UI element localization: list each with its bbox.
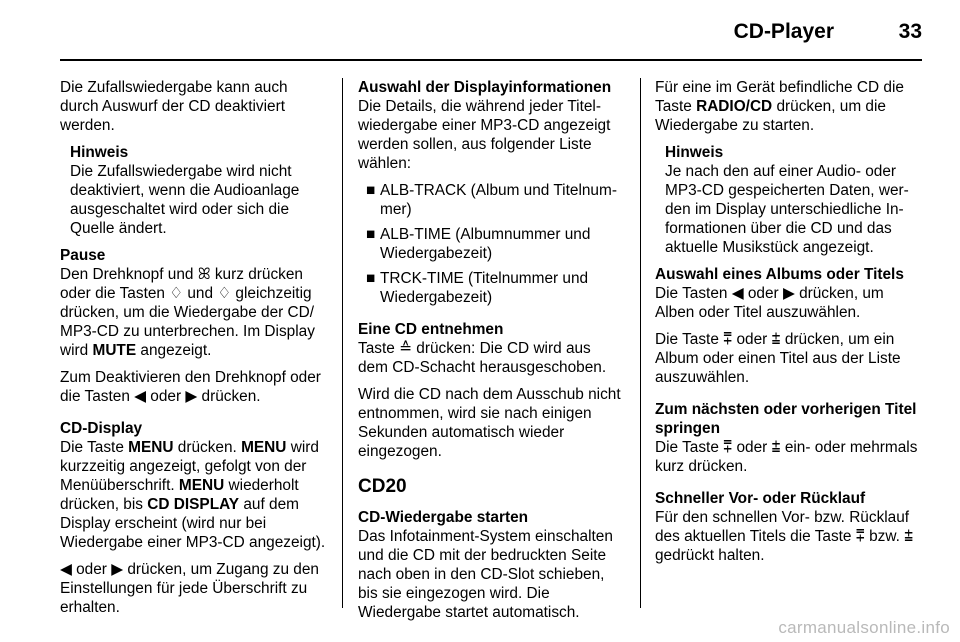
list-item: ■ ALB-TRACK (Album und Titelnummer) (366, 182, 617, 218)
heading-album: Auswahl eines Albums oder Titels (655, 266, 904, 283)
seek-icon: ♢ (169, 285, 184, 302)
column-divider (342, 78, 343, 608)
paragraph-cd-display: Die Taste MENU drücken. MENU wird kurzzeitig angezeigt, gefolgt von der Menüüberschrift. MENU wiederholt drücken, bis CD DISPLAY auf dem Display erscheint (wird nur bei Wiedergabe einer MP3-CD angezeigt). (60, 439, 326, 551)
watermark-logo: carmanualsonline.info (778, 618, 950, 637)
page-header (60, 14, 922, 58)
heading-skip: Zum nächsten oder vorherigen Titel springen (655, 401, 917, 437)
list-item: ■ ALB-TIME (Albumnummer und Wiedergabezeit) (366, 226, 591, 262)
bullet-icon: ■ (366, 182, 376, 199)
column-2 (358, 78, 624, 630)
paragraph: Das Infotainment-System einschalten und die CD mit der bedruckten Seite nach oben in den CD-Slot schieben, bis sie eingezogen wird. Die Wiedergabe startet automatisch. (358, 528, 613, 621)
right-arrow-icon: ▶ (185, 388, 198, 405)
note-box (60, 143, 326, 238)
menu-label: MENU (241, 439, 287, 456)
list-item: ■ TRCK-TIME (Titelnummer und Wiedergabezeit) (366, 270, 589, 306)
bullet-list (358, 181, 624, 307)
skip-down-icon: ⩲ (771, 439, 781, 456)
knob-icon: ꕤ (197, 266, 211, 283)
column-1 (60, 78, 326, 625)
heading-cd-display: CD-Display (60, 420, 143, 437)
paragraph-album: Die Tasten ◀ oder ▶ drücken, um Alben oder Titel auszuwählen. (655, 285, 884, 321)
paragraph-deactivate: Zum Deaktivieren den Drehknopf oder die Tasten ◀ oder ▶ drücken. (60, 369, 321, 405)
skip-down-icon: ⩲ (771, 331, 781, 348)
radio-cd-label: RADIO/CD (696, 98, 773, 115)
cd-display-label: CD DISPLAY (147, 496, 240, 513)
left-arrow-icon: ◀ (731, 285, 744, 302)
paragraph-fast-forward: Für den schnellen Vor- bzw. Rücklauf des aktuellen Titels die Taste ⩱ bzw. ⩲ gedrückt halten. (655, 509, 914, 564)
paragraph: Die Details, die während jeder Titelwiedergabe einer MP3-CD angezeigt werden sollen, aus folgender Liste wählen: (358, 98, 611, 172)
skip-up-icon: ⩱ (723, 331, 733, 348)
paragraph-eject: Taste ≙ drücken: Die CD wird aus dem CD-Schacht herausgeschoben. (358, 340, 607, 376)
heading-eject: Eine CD entnehmen (358, 321, 504, 338)
heading-start: CD-Wiedergabe starten (358, 509, 529, 526)
paragraph: Die Zufallswiedergabe kann auch durch Auswurf der CD deaktiviert werden. (60, 79, 288, 134)
left-arrow-icon: ◀ (134, 388, 147, 405)
paragraph-skip: Die Taste ⩱ oder ⩲ ein- oder mehrmals kurz drücken. (655, 439, 918, 475)
paragraph-pause: Den Drehknopf und ꕤ kurz drücken oder die Tasten ♢ und ♢ gleichzeitig drücken, um die Wiedergabe der CD/ MP3-CD zu unterbrechen. Im Display wird MUTE angezeigt. (60, 266, 315, 359)
page-title: CD-Player (733, 20, 834, 43)
section-heading: CD20 (358, 476, 407, 497)
paragraph-navigation: ◀ oder ▶ drücken, um Zugang zu den Einstellungen für jede Überschrift zu erhalten. (60, 561, 319, 616)
heading-pause: Pause (60, 247, 106, 264)
column-divider (640, 78, 641, 608)
paragraph-radio-cd: Für eine im Gerät befindliche CD die Taste RADIO/CD drücken, um die Wiedergabe zu starten. (655, 79, 904, 134)
paragraph-album-list: Die Taste ⩱ oder ⩲ drücken, um ein Album oder einen Titel aus der Liste auszuwählen. (655, 331, 901, 386)
note-heading: Hinweis (70, 144, 129, 161)
bullet-icon: ■ (366, 270, 376, 287)
skip-up-icon: ⩱ (855, 528, 865, 545)
note-text: Je nach den auf einer Audio- oder MP3-CD gespeicherten Daten, werden im Display unterschiedliche Informationen über die CD und das aktuelle Musikstück angezeigt. (665, 163, 909, 256)
menu-label: MENU (128, 439, 174, 456)
page-number: 33 (898, 20, 922, 43)
seek-icon: ♢ (217, 285, 232, 302)
right-arrow-icon: ▶ (782, 285, 795, 302)
column-3 (655, 78, 921, 573)
paragraph: Wird die CD nach dem Ausschub nicht entnommen, wird sie nach einigen Sekunden automatisch wieder eingezogen. (358, 386, 621, 460)
eject-icon: ≙ (399, 340, 412, 357)
left-arrow-icon: ◀ (60, 561, 72, 578)
skip-down-icon: ⩲ (904, 528, 914, 545)
heading-display-info: Auswahl der Displayinformationen (358, 79, 612, 96)
menu-label: MENU (178, 477, 225, 494)
header-rule (60, 59, 922, 61)
note-heading: Hinweis (665, 144, 724, 161)
skip-up-icon: ⩱ (723, 439, 733, 456)
heading-fast-forward: Schneller Vor- oder Rücklauf (655, 490, 866, 507)
mute-label: MUTE (92, 342, 137, 359)
note-box (655, 143, 921, 257)
right-arrow-icon: ▶ (111, 561, 124, 578)
note-text: Die Zufallswiedergabe wird nicht deaktiviert, wenn die Audioanlage ausgeschaltet wird oder sich die Quelle ändert. (70, 163, 300, 237)
bullet-icon: ■ (366, 226, 376, 243)
